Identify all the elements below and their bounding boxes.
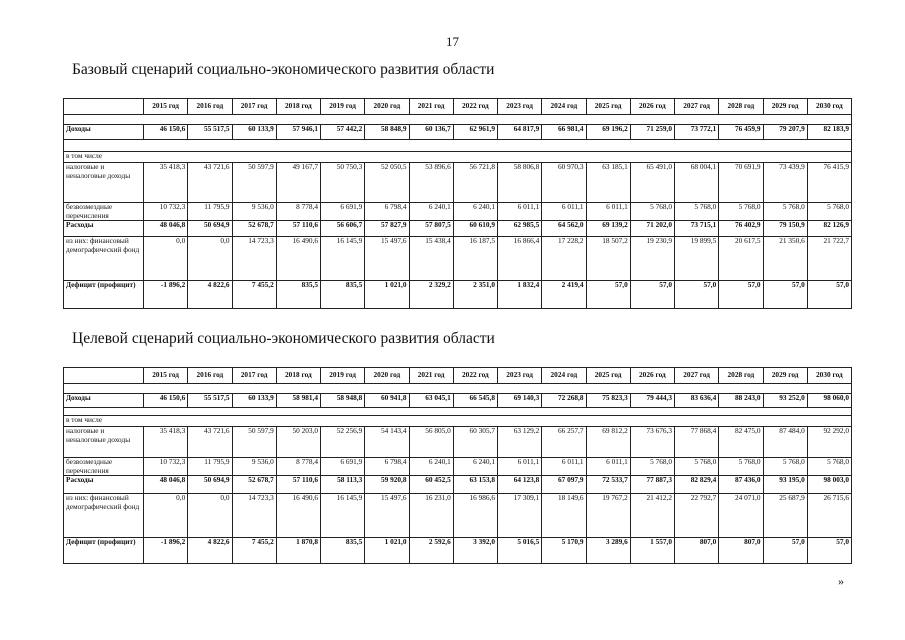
value-cell: 5 768,0 (807, 458, 851, 476)
row-tax (64, 427, 852, 458)
table-target-scenario (63, 367, 852, 564)
value-cell: 79 444,3 (630, 394, 674, 408)
value-cell: 0,0 (188, 237, 232, 281)
year-header: 2015 год (144, 99, 188, 115)
value-cell: 57 946,1 (276, 125, 320, 140)
value-cell: 73 772,1 (675, 125, 719, 140)
row-label: безвозмездные перечисления (64, 203, 144, 221)
value-cell: 835,5 (276, 281, 320, 309)
spacer-row (64, 384, 852, 394)
value-cell: 70 691,9 (719, 163, 763, 203)
value-cell: 19 899,5 (675, 237, 719, 281)
value-cell: 6 011,1 (586, 203, 630, 221)
continuation-mark: » (838, 574, 844, 588)
value-cell: 5 016,5 (498, 538, 542, 564)
value-cell: 5 768,0 (630, 458, 674, 476)
value-cell: 6 240,1 (409, 458, 453, 476)
value-cell: 35 418,3 (144, 427, 188, 458)
value-cell: 16 866,4 (498, 237, 542, 281)
value-cell: 0,0 (144, 237, 188, 281)
value-cell: 55 517,5 (188, 394, 232, 408)
spacer-cell (64, 408, 852, 416)
value-cell: 19 230,9 (630, 237, 674, 281)
value-cell: 73 439,9 (763, 163, 807, 203)
year-header: 2017 год (232, 99, 276, 115)
value-cell: 10 732,3 (144, 203, 188, 221)
year-header: 2026 год (630, 368, 674, 384)
row-deficit (64, 538, 852, 564)
year-header: 2020 год (365, 368, 409, 384)
value-cell: 63 185,1 (586, 163, 630, 203)
value-cell: 25 687,9 (763, 494, 807, 538)
value-cell: 5 768,0 (630, 203, 674, 221)
value-cell: 15 497,6 (365, 237, 409, 281)
corner-cell (64, 99, 144, 115)
value-cell: 87 484,0 (763, 427, 807, 458)
value-cell: 60 133,9 (232, 125, 276, 140)
value-cell: 88 243,0 (719, 394, 763, 408)
spacer-row (64, 115, 852, 125)
value-cell: 18 507,2 (586, 237, 630, 281)
value-cell: 24 071,0 (719, 494, 763, 538)
value-cell: 58 113,3 (321, 476, 365, 494)
value-cell: 64 817,9 (498, 125, 542, 140)
value-cell: 16 231,0 (409, 494, 453, 538)
value-cell: 77 887,3 (630, 476, 674, 494)
value-cell: 92 292,0 (807, 427, 851, 458)
value-cell: 69 140,3 (498, 394, 542, 408)
value-cell: 35 418,3 (144, 163, 188, 203)
value-cell: 73 715,1 (675, 221, 719, 237)
value-cell: 63 153,8 (453, 476, 497, 494)
row-label: Дефицит (профицит) (64, 281, 144, 309)
value-cell: 48 046,8 (144, 221, 188, 237)
year-header: 2029 год (763, 99, 807, 115)
row-label: налоговые и неналоговые доходы (64, 163, 144, 203)
row-label: Расходы (64, 476, 144, 494)
value-cell: 57,0 (675, 281, 719, 309)
value-cell: 16 490,6 (276, 494, 320, 538)
value-cell: 6 011,1 (498, 458, 542, 476)
value-cell: 79 207,9 (763, 125, 807, 140)
year-header: 2026 год (630, 99, 674, 115)
value-cell: 76 415,9 (807, 163, 851, 203)
value-cell: 16 145,9 (321, 494, 365, 538)
value-cell: 60 941,8 (365, 394, 409, 408)
value-cell: 87 436,0 (719, 476, 763, 494)
value-cell: 5 768,0 (719, 203, 763, 221)
row-label: Дефицит (профицит) (64, 538, 144, 564)
value-cell: 53 896,6 (409, 163, 453, 203)
value-cell: 66 545,8 (453, 394, 497, 408)
value-cell: 64 123,8 (498, 476, 542, 494)
year-header: 2029 год (763, 368, 807, 384)
year-header: 2028 год (719, 368, 763, 384)
value-cell: 82 475,0 (719, 427, 763, 458)
value-cell: 8 778,4 (276, 458, 320, 476)
page-number: 17 (446, 34, 459, 49)
value-cell: 58 806,8 (498, 163, 542, 203)
value-cell: 62 961,9 (453, 125, 497, 140)
value-cell: 98 060,0 (807, 394, 851, 408)
value-cell: 11 795,9 (188, 458, 232, 476)
value-cell: 50 694,9 (188, 221, 232, 237)
row-income (64, 394, 852, 408)
value-cell: 21 722,7 (807, 237, 851, 281)
row-label: Расходы (64, 221, 144, 237)
value-cell: 48 046,8 (144, 476, 188, 494)
row-label: в том числе (64, 416, 852, 427)
value-cell: 57 827,9 (365, 221, 409, 237)
section-title-target: Целевой сценарий социально-экономического развития области (72, 330, 495, 347)
value-cell: 50 694,9 (188, 476, 232, 494)
value-cell: 64 562,0 (542, 221, 586, 237)
value-cell: 57,0 (630, 281, 674, 309)
year-header: 2020 год (365, 99, 409, 115)
value-cell: 52 678,7 (232, 221, 276, 237)
value-cell: 1 832,4 (498, 281, 542, 309)
spacer-row (64, 140, 852, 152)
value-cell: 57,0 (807, 538, 851, 564)
value-cell: 6 011,1 (586, 458, 630, 476)
value-cell: 8 778,4 (276, 203, 320, 221)
year-header: 2015 год (144, 368, 188, 384)
value-cell: 60 970,3 (542, 163, 586, 203)
value-cell: 835,5 (321, 538, 365, 564)
value-cell: 1 870,8 (276, 538, 320, 564)
value-cell: 1 021,0 (365, 281, 409, 309)
value-cell: 72 533,7 (586, 476, 630, 494)
value-cell: 82 183,9 (807, 125, 851, 140)
value-cell: 11 795,9 (188, 203, 232, 221)
value-cell: 49 167,7 (276, 163, 320, 203)
value-cell: 43 721,6 (188, 163, 232, 203)
row-label: безвозмездные перечисления (64, 458, 144, 476)
value-cell: 6 011,1 (498, 203, 542, 221)
value-cell: 52 050,5 (365, 163, 409, 203)
year-header: 2022 год (453, 368, 497, 384)
value-cell: 807,0 (719, 538, 763, 564)
value-cell: 50 597,9 (232, 427, 276, 458)
value-cell: 50 203,0 (276, 427, 320, 458)
value-cell: 16 187,5 (453, 237, 497, 281)
value-cell: 65 491,0 (630, 163, 674, 203)
spacer-cell (64, 115, 852, 125)
value-cell: 6 240,1 (453, 203, 497, 221)
value-cell: 1 557,0 (630, 538, 674, 564)
value-cell: 67 097,9 (542, 476, 586, 494)
value-cell: 9 536,0 (232, 458, 276, 476)
year-header: 2018 год (276, 99, 320, 115)
value-cell: -1 896,2 (144, 538, 188, 564)
value-cell: 58 981,4 (276, 394, 320, 408)
value-cell: 6 011,1 (542, 458, 586, 476)
row-label: налоговые и неналоговые доходы (64, 427, 144, 458)
value-cell: 71 202,0 (630, 221, 674, 237)
row-grants (64, 458, 852, 476)
value-cell: 6 798,4 (365, 203, 409, 221)
year-header: 2019 год (321, 368, 365, 384)
value-cell: 56 721,8 (453, 163, 497, 203)
year-header: 2024 год (542, 99, 586, 115)
value-cell: 43 721,6 (188, 427, 232, 458)
row-deficit (64, 281, 852, 309)
value-cell: 2 351,0 (453, 281, 497, 309)
value-cell: 18 149,6 (542, 494, 586, 538)
value-cell: 5 768,0 (675, 203, 719, 221)
row-expenses (64, 221, 852, 237)
value-cell: 10 732,3 (144, 458, 188, 476)
year-header: 2021 год (409, 368, 453, 384)
value-cell: 21 350,6 (763, 237, 807, 281)
value-cell: 6 240,1 (409, 203, 453, 221)
year-header: 2022 год (453, 99, 497, 115)
spacer-cell (64, 384, 852, 394)
value-cell: 6 691,9 (321, 458, 365, 476)
value-cell: 14 723,3 (232, 237, 276, 281)
value-cell: 50 750,3 (321, 163, 365, 203)
value-cell: 6 240,1 (453, 458, 497, 476)
value-cell: 0,0 (144, 494, 188, 538)
value-cell: 20 617,5 (719, 237, 763, 281)
value-cell: 52 256,9 (321, 427, 365, 458)
value-cell: 21 412,2 (630, 494, 674, 538)
year-header: 2017 год (232, 368, 276, 384)
row-income (64, 125, 852, 140)
spacer-cell (64, 140, 852, 152)
value-cell: 62 985,5 (498, 221, 542, 237)
value-cell: 17 309,1 (498, 494, 542, 538)
year-header: 2023 год (498, 99, 542, 115)
value-cell: 52 678,7 (232, 476, 276, 494)
value-cell: 46 150,6 (144, 394, 188, 408)
section-title-base: Базовый сценарий социально-экономического развития области (72, 61, 495, 78)
row-fund (64, 494, 852, 538)
value-cell: 57,0 (586, 281, 630, 309)
value-cell: 50 597,9 (232, 163, 276, 203)
year-header: 2025 год (586, 99, 630, 115)
value-cell: 6 798,4 (365, 458, 409, 476)
value-cell: 71 259,0 (630, 125, 674, 140)
year-header: 2025 год (586, 368, 630, 384)
value-cell: 82 829,4 (675, 476, 719, 494)
row-label: в том числе (64, 152, 852, 163)
value-cell: 19 767,2 (586, 494, 630, 538)
value-cell: 60 133,9 (232, 394, 276, 408)
value-cell: 6 691,9 (321, 203, 365, 221)
row-label: Доходы (64, 394, 144, 408)
row-tax (64, 163, 852, 203)
year-header: 2019 год (321, 99, 365, 115)
value-cell: 57 110,6 (276, 476, 320, 494)
value-cell: 15 438,4 (409, 237, 453, 281)
year-header: 2030 год (807, 99, 851, 115)
value-cell: 93 252,0 (763, 394, 807, 408)
value-cell: 76 402,9 (719, 221, 763, 237)
row-fund (64, 237, 852, 281)
value-cell: 57 442,2 (321, 125, 365, 140)
value-cell: 0,0 (188, 494, 232, 538)
year-header: 2024 год (542, 368, 586, 384)
year-header: 2016 год (188, 368, 232, 384)
value-cell: 2 329,2 (409, 281, 453, 309)
value-cell: 1 021,0 (365, 538, 409, 564)
value-cell: 2 419,4 (542, 281, 586, 309)
year-header: 2030 год (807, 368, 851, 384)
value-cell: 58 848,9 (365, 125, 409, 140)
value-cell: 57,0 (807, 281, 851, 309)
value-cell: 16 986,6 (453, 494, 497, 538)
year-header: 2023 год (498, 368, 542, 384)
year-header: 2021 год (409, 99, 453, 115)
value-cell: 4 822,6 (188, 538, 232, 564)
value-cell: 835,5 (321, 281, 365, 309)
value-cell: 6 011,1 (542, 203, 586, 221)
value-cell: 3 392,0 (453, 538, 497, 564)
value-cell: 98 003,0 (807, 476, 851, 494)
year-header: 2027 год (675, 368, 719, 384)
value-cell: 5 768,0 (763, 203, 807, 221)
spacer-row (64, 408, 852, 416)
year-header: 2016 год (188, 99, 232, 115)
value-cell: 55 517,5 (188, 125, 232, 140)
value-cell: 15 497,6 (365, 494, 409, 538)
value-cell: 69 196,2 (586, 125, 630, 140)
row-including (64, 416, 852, 427)
row-label: Доходы (64, 125, 144, 140)
value-cell: 72 268,8 (542, 394, 586, 408)
year-header: 2018 год (276, 368, 320, 384)
value-cell: 69 139,2 (586, 221, 630, 237)
value-cell: 77 868,4 (675, 427, 719, 458)
value-cell: 22 792,7 (675, 494, 719, 538)
value-cell: 57,0 (719, 281, 763, 309)
value-cell: 3 289,6 (586, 538, 630, 564)
header-row (64, 99, 852, 115)
value-cell: 14 723,3 (232, 494, 276, 538)
value-cell: 58 948,8 (321, 394, 365, 408)
value-cell: 76 459,9 (719, 125, 763, 140)
value-cell: 5 768,0 (719, 458, 763, 476)
value-cell: 5 768,0 (763, 458, 807, 476)
value-cell: 7 455,2 (232, 538, 276, 564)
value-cell: 57 110,6 (276, 221, 320, 237)
value-cell: 75 823,3 (586, 394, 630, 408)
year-header: 2028 год (719, 99, 763, 115)
value-cell: 60 610,9 (453, 221, 497, 237)
value-cell: 63 129,2 (498, 427, 542, 458)
value-cell: 7 455,2 (232, 281, 276, 309)
value-cell: 2 592,6 (409, 538, 453, 564)
value-cell: 16 490,6 (276, 237, 320, 281)
row-expenses (64, 476, 852, 494)
value-cell: 59 920,8 (365, 476, 409, 494)
value-cell: 26 715,6 (807, 494, 851, 538)
value-cell: 60 305,7 (453, 427, 497, 458)
value-cell: 56 805,0 (409, 427, 453, 458)
corner-cell (64, 368, 144, 384)
value-cell: 54 143,4 (365, 427, 409, 458)
value-cell: 56 606,7 (321, 221, 365, 237)
header-row (64, 368, 852, 384)
row-label: из них: финансовый демографический фонд (64, 494, 144, 538)
value-cell: 66 981,4 (542, 125, 586, 140)
value-cell: 5 768,0 (675, 458, 719, 476)
row-label: из них: финансовый демографический фонд (64, 237, 144, 281)
row-including (64, 152, 852, 163)
value-cell: 9 536,0 (232, 203, 276, 221)
value-cell: 46 150,6 (144, 125, 188, 140)
value-cell: 17 228,2 (542, 237, 586, 281)
value-cell: 4 822,6 (188, 281, 232, 309)
value-cell: 57,0 (763, 281, 807, 309)
value-cell: 57,0 (763, 538, 807, 564)
value-cell: 16 145,9 (321, 237, 365, 281)
value-cell: 73 676,3 (630, 427, 674, 458)
table-base-scenario (63, 98, 852, 309)
value-cell: 69 812,2 (586, 427, 630, 458)
year-header: 2027 год (675, 99, 719, 115)
value-cell: 60 136,7 (409, 125, 453, 140)
value-cell: 68 004,1 (675, 163, 719, 203)
value-cell: 63 045,1 (409, 394, 453, 408)
value-cell: 82 126,9 (807, 221, 851, 237)
row-grants (64, 203, 852, 221)
value-cell: 5 170,9 (542, 538, 586, 564)
value-cell: -1 896,2 (144, 281, 188, 309)
value-cell: 83 636,4 (675, 394, 719, 408)
value-cell: 93 195,0 (763, 476, 807, 494)
value-cell: 60 452,5 (409, 476, 453, 494)
value-cell: 57 807,5 (409, 221, 453, 237)
value-cell: 807,0 (675, 538, 719, 564)
value-cell: 66 257,7 (542, 427, 586, 458)
value-cell: 5 768,0 (807, 203, 851, 221)
value-cell: 79 150,9 (763, 221, 807, 237)
